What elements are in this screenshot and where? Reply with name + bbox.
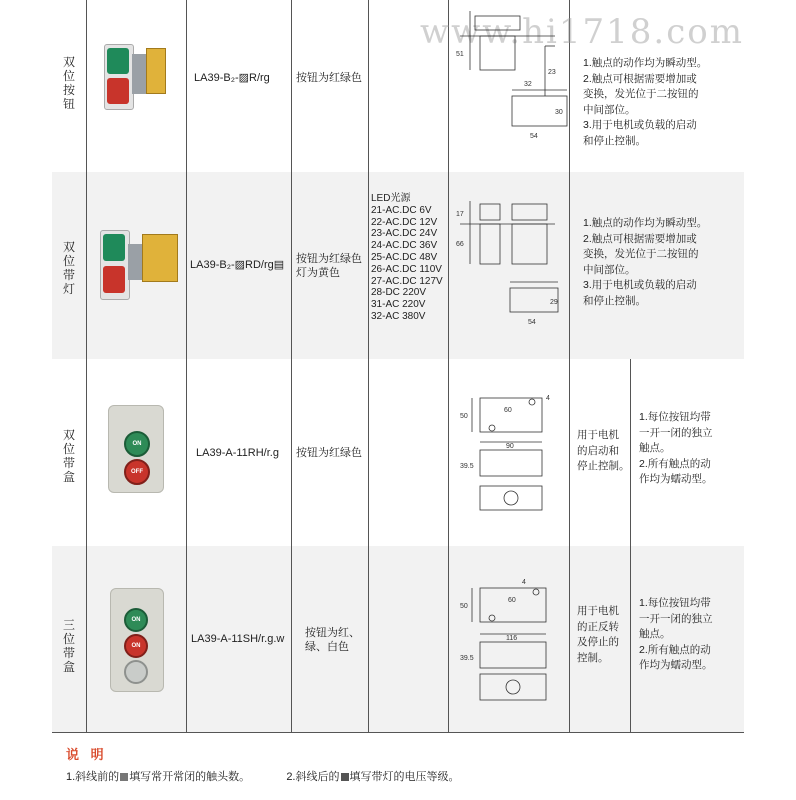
dim-label: 29 (550, 299, 558, 306)
column-divider (448, 0, 449, 733)
model-number: LA39-B₂-▨RD/rg▤ (190, 259, 285, 271)
category-label: 双位带灯 (62, 240, 75, 296)
category-label: 双位按钮 (62, 55, 75, 111)
triple-box-image (110, 588, 166, 692)
double-box-image (108, 405, 164, 493)
dim-label: 66 (456, 241, 464, 248)
column-divider (630, 359, 631, 733)
watermark: www.hi1718.com (420, 12, 744, 52)
on-button: ON (124, 608, 148, 632)
on-button: ON (124, 634, 148, 658)
usage-note: 用于电机 的正反转 及停止的 控制。 (577, 605, 619, 664)
column-divider (569, 0, 570, 733)
dimension-drawing (450, 6, 568, 146)
hatch-square-icon (120, 773, 128, 781)
usage-note: 用于电机 的启动和 停止控制。 (577, 429, 630, 472)
model-number: LA39-A-11RH/r.g (196, 447, 279, 459)
category-label: 双位带盒 (62, 428, 75, 484)
button-color-desc: 按钮为红绿色 灯为黄色 (296, 253, 362, 279)
dim-label: 60 (508, 597, 516, 604)
model-number: LA39-B₂-▨R/rg (194, 72, 270, 84)
dim-label: 50 (460, 603, 468, 610)
dim-label: 23 (548, 69, 556, 76)
dim-label: 4 (522, 579, 526, 586)
dim-label: 51 (456, 51, 464, 58)
column-divider (368, 0, 369, 733)
led-voltage-list: LED光源 21-AC.DC 6V 22-AC.DC 12V 23-AC.DC 24V 24-AC.DC 36V 25-AC.DC 48V 26-AC.DC 110V 27-AC.DC 127V 28-DC 220V 31-AC 220V 32-AC 380V (371, 193, 443, 322)
dim-label: 17 (456, 211, 464, 218)
table-bottom-border (52, 732, 744, 733)
dim-label: 54 (530, 133, 538, 140)
button-color-desc: 按钮为红、 绿、白色 (305, 627, 360, 653)
footer-title: 说 明 (66, 747, 108, 762)
double-button-image (104, 44, 166, 116)
dimension-drawing (452, 574, 568, 714)
column-divider (291, 0, 292, 733)
dim-label: 39.5 (460, 655, 474, 662)
lines-square-icon (341, 773, 349, 781)
dimension-drawing (450, 196, 568, 336)
double-button-lamp-image (100, 230, 180, 306)
stop-button (124, 660, 148, 684)
button-color-desc: 按钮为红绿色 (296, 447, 362, 459)
dim-label: 4 (546, 395, 550, 402)
column-divider (186, 0, 187, 733)
button-color-desc: 按钮为红绿色 (296, 72, 362, 84)
dim-label: 90 (506, 443, 514, 450)
model-number: LA39-A-11SH/r.g.w (191, 633, 285, 645)
dim-label: 50 (460, 413, 468, 420)
dim-label: 60 (504, 407, 512, 414)
footer-notes: 1.斜线前的 填写常开常闭的触头数。 2.斜线后的 填写带灯的电压等级。 (66, 771, 460, 783)
notes: 1.每位按钮均带 一开一闭的独立 触点。 2.所有触点的动 作均为蠕动型。 (639, 597, 713, 671)
notes: 1.触点的动作均为瞬动型。 2.触点可根据需要增加或 变换，发光位于二按钮的 中间部位。 3.用于电机或负载的启动 和停止控制。 (583, 57, 708, 147)
column-divider (86, 0, 87, 733)
off-button: OFF (124, 459, 150, 485)
dim-label: 39.5 (460, 463, 474, 470)
dim-label: 30 (555, 109, 563, 116)
category-label: 三位带盒 (62, 618, 75, 674)
dim-label: 116 (506, 635, 518, 642)
dimension-drawing (452, 382, 568, 522)
dim-label: 32 (524, 81, 532, 88)
notes: 1.触点的动作均为瞬动型。 2.触点可根据需要增加或 变换，发光位于二按钮的 中间部位。 3.用于电机或负载的启动 和停止控制。 (583, 217, 708, 307)
on-button: ON (124, 431, 150, 457)
dim-label: 54 (528, 319, 536, 326)
notes: 1.每位按钮均带 一开一闭的独立 触点。 2.所有触点的动 作均为蠕动型。 (639, 411, 713, 485)
